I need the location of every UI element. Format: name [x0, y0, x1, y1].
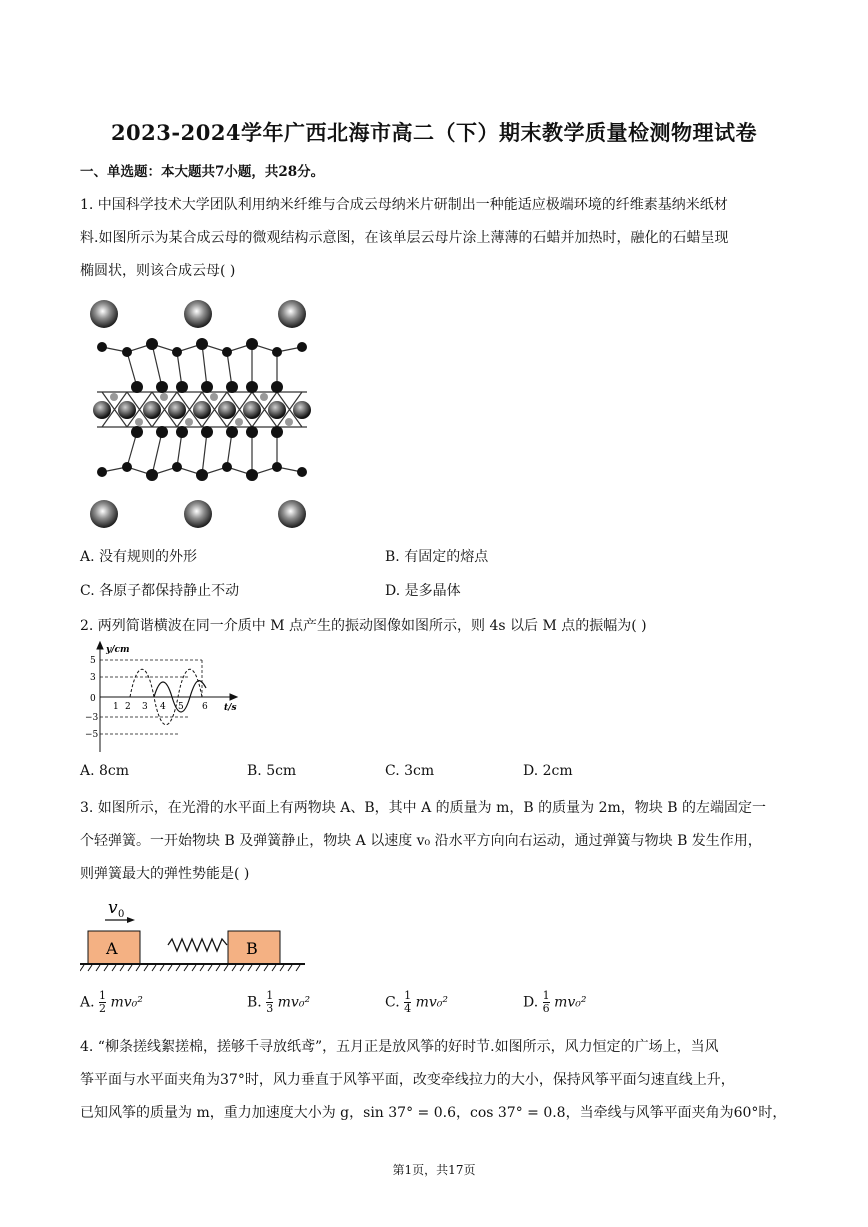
- q1-option-b: B. 有固定的熔点: [385, 549, 489, 565]
- q3-text-line3: 则弹簧最大的弹性势能是( ): [80, 866, 250, 882]
- x-tick-1: 1: [113, 702, 119, 712]
- q3-text-line1: 3. 如图所示，在光滑的水平面上有两物块 A、B，其中 A 的质量为 m，B 的质量为 2m，物块 B 的左端固定一: [80, 800, 766, 816]
- x-tick-3: 3: [142, 702, 148, 712]
- velocity-arrow-head: [127, 917, 135, 923]
- block-b-label: B: [246, 939, 258, 958]
- q3-option-a-letter: A.: [80, 994, 95, 1011]
- q2-option-d: D. 2cm: [523, 763, 573, 779]
- q1-option-d: D. 是多晶体: [385, 583, 461, 599]
- q3-option-d: [523, 990, 587, 1015]
- q4-text-line2: 筝平面与水平面夹角为37°时，风力垂直于风筝平面，改变牵线拉力的大小，保持风筝平面匀速直线上升，: [80, 1072, 735, 1088]
- y-tick-5: 5: [90, 656, 96, 666]
- velocity-subscript: 0: [118, 909, 125, 920]
- y-tick-neg5: −5: [85, 730, 99, 740]
- q2-text-line1: 2. 两列简谐横波在同一介质中 M 点产生的振动图像如图所示，则 4s 以后 M 点的振幅为( ): [80, 618, 647, 634]
- q3-option-c-expression: mv₀²: [415, 994, 448, 1011]
- q1-option-a: A. 没有规则的外形: [80, 549, 198, 565]
- y-tick-3: 3: [90, 673, 96, 683]
- q3-option-a-fraction: $\frac{1}{2}$: [99, 989, 107, 1015]
- q3-option-a: [80, 990, 143, 1015]
- bottom-large-atoms: [90, 500, 306, 528]
- origin-label: 0: [90, 694, 96, 704]
- q4-text-line3: 已知风筝的质量为 m，重力加速度大小为 g，sin 37° = 0.6，cos 37° = 0.8，当牵线与风筝平面夹角为60°时，: [80, 1105, 787, 1121]
- q3-option-b-letter: B.: [247, 994, 262, 1011]
- q2-option-c: C. 3cm: [385, 763, 435, 779]
- q3-text-line2: 个轻弹簧。一开始物块 B 及弹簧静止，物块 A 以速度 v₀ 沿水平方向向右运动，通过弹簧与物块 B 发生作用，: [80, 833, 762, 849]
- q1-option-c: C. 各原子都保持静止不动: [80, 583, 240, 599]
- q3-option-b-fraction: $\frac{1}{3}$: [266, 989, 274, 1015]
- q1-text-line1: 1. 中国科学技术大学团队利用纳米纤维与合成云母纳米片研制出一种能适应极端环境的纤维素基纳米纸材: [80, 197, 728, 213]
- ground-hatching: [80, 965, 300, 971]
- y-tick-neg3: −3: [85, 713, 99, 723]
- q3-option-c-letter: C.: [385, 994, 400, 1011]
- q1-text-line3: 椭圆状，则该合成云母( ): [80, 263, 236, 279]
- velocity-label: v: [108, 898, 118, 918]
- block-a-label: A: [106, 939, 118, 958]
- x-tick-6: 6: [202, 702, 208, 712]
- q3-option-d-fraction: $\frac{1}{6}$: [542, 989, 550, 1015]
- middle-layer-atoms: [93, 393, 311, 426]
- q2-option-a: A. 8cm: [80, 763, 130, 779]
- x-tick-4: 4: [160, 702, 166, 712]
- q2-option-b: B. 5cm: [247, 763, 297, 779]
- q3-option-a-expression: mv₀²: [110, 994, 143, 1011]
- section-heading: 一、单选题：本大题共7小题，共28分。: [80, 164, 325, 180]
- top-large-atoms: [90, 300, 306, 328]
- x-axis-arrow: [230, 694, 237, 700]
- x-axis-label: t/s: [224, 703, 237, 713]
- vibration-graph: [80, 640, 245, 755]
- page-title: 2023-2024学年广西北海市高二（下）期末教学质量检测物理试卷: [110, 120, 758, 145]
- spring: [168, 939, 227, 951]
- q3-option-b-expression: mv₀²: [277, 994, 311, 1011]
- page-footer: 第1页，共17页: [392, 1163, 476, 1177]
- q1-text-line2: 料.如图所示为某合成云母的微观结构示意图，在该单层云母片涂上薄薄的石蜡并加热时，融化的石蜡呈现: [80, 230, 729, 246]
- q4-text-line1: 4. “柳条搓线絮搓棉，搓够千寻放纸鸢”，五月正是放风筝的好时节.如图所示，风力恒定的广场上，当风: [80, 1039, 719, 1055]
- x-tick-5: 5: [178, 702, 184, 712]
- q3-option-c-fraction: $\frac{1}{4}$: [404, 989, 412, 1015]
- q3-option-d-letter: D.: [523, 994, 539, 1011]
- x-tick-2: 2: [125, 702, 131, 712]
- q3-option-d-expression: mv₀²: [554, 994, 587, 1011]
- q3-option-c: [385, 990, 448, 1015]
- mica-structure-diagram: [82, 292, 322, 537]
- y-axis-label: y/cm: [106, 645, 130, 655]
- q3-option-b: [247, 990, 310, 1015]
- spring-block-diagram: [80, 893, 310, 973]
- y-axis-arrow: [97, 642, 103, 649]
